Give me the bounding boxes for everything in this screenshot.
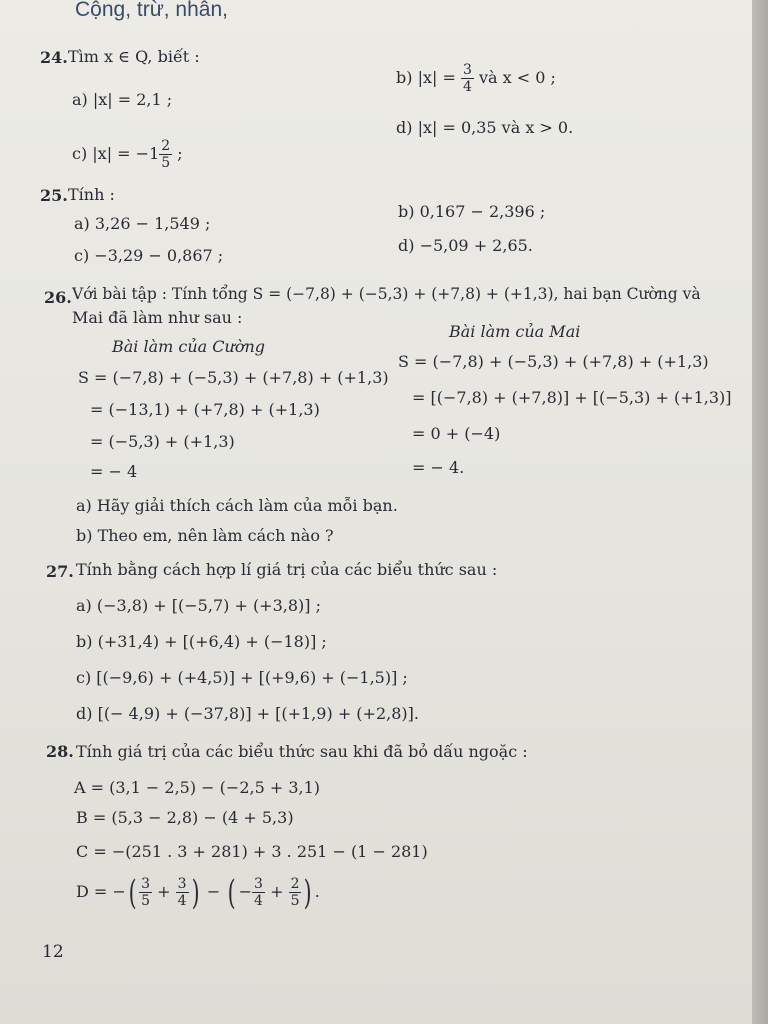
cuong-solution-title: Bài làm của Cường (112, 337, 266, 356)
numerator: 3 (141, 876, 150, 892)
problem-24b-pre: b) |x| = (396, 68, 456, 87)
numerator: 3 (462, 62, 472, 78)
period: . (314, 882, 320, 901)
fraction-3-4 (461, 62, 474, 95)
fraction-3-4 (176, 876, 189, 909)
fraction-3-4 (252, 876, 265, 909)
cuong-step-1: S = (−7,8) + (−5,3) + (+7,8) + (+1,3) (78, 368, 389, 387)
problem-26-line1: Với bài tập : Tính tổng S = (−7,8) + (−5,3) + (+7,8) + (+1,3), hai bạn Cường và (72, 285, 701, 303)
problem-24-number: 24. (40, 48, 68, 67)
problem-27a: a) (−3,8) + [(−5,7) + (+3,8)] ; (76, 596, 321, 615)
problem-26a: a) Hãy giải thích cách làm của mỗi bạn. (76, 496, 398, 515)
numerator: 3 (177, 876, 187, 892)
cuong-step-3: = (−5,3) + (+1,3) (90, 432, 235, 451)
denominator: 4 (462, 79, 472, 95)
numerator: 2 (290, 876, 300, 892)
minus-sign: − (206, 882, 221, 901)
expression-D-pre: D = − (76, 882, 126, 901)
problem-27-text: Tính bằng cách hợp lí giá trị của các biểu thức sau : (76, 560, 498, 579)
denominator: 5 (141, 893, 150, 909)
problem-28-text: Tính giá trị của các biểu thức sau khi đã bỏ dấu ngoặc : (76, 742, 528, 761)
problem-24a: a) |x| = 2,1 ; (72, 90, 173, 109)
problem-24d: d) |x| = 0,35 và x > 0. (396, 118, 574, 137)
problem-25d: d) −5,09 + 2,65. (398, 236, 533, 255)
problem-27-number: 27. (46, 562, 74, 581)
problem-25a: a) 3,26 − 1,549 ; (74, 214, 211, 233)
problem-26-number: 26. (44, 288, 72, 307)
mai-step-3: = 0 + (−4) (412, 424, 501, 443)
problem-25c: c) −3,29 − 0,867 ; (74, 246, 224, 265)
denominator: 5 (290, 893, 300, 909)
mai-step-1: S = (−7,8) + (−5,3) + (+7,8) + (+1,3) (398, 352, 709, 371)
fraction-2-5 (289, 876, 302, 909)
problem-24c-pre: c) |x| = −1 (72, 144, 160, 163)
mai-solution-title: Bài làm của Mai (449, 322, 581, 341)
page-edge-shadow (752, 0, 768, 1024)
problem-24c-post: ; (177, 144, 183, 163)
mai-step-2: = [(−7,8) + (+7,8)] + [(−5,3) + (+1,3)] (412, 388, 732, 407)
page-number: 12 (42, 942, 64, 962)
problem-25-number: 25. (40, 186, 68, 205)
problem-24c (72, 136, 183, 172)
denominator: 4 (177, 893, 187, 909)
numerator: 2 (161, 138, 171, 154)
problem-27b: b) (+31,4) + [(+6,4) + (−18)] ; (76, 632, 327, 651)
problem-26b: b) Theo em, nên làm cách nào ? (76, 526, 334, 545)
left-paren: ( (228, 872, 236, 913)
fraction-3-5 (139, 876, 152, 909)
problem-24b-post: và x < 0 ; (478, 68, 556, 87)
plus-sign: + (157, 882, 171, 901)
problem-27d: d) [(− 4,9) + (−37,8)] + [(+1,9) + (+2,8)]. (76, 704, 419, 723)
left-paren: ( (128, 872, 137, 913)
mai-step-4: = − 4. (412, 458, 465, 477)
denominator: 4 (254, 893, 263, 909)
expression-B: B = (5,3 − 2,8) − (4 + 5,3) (76, 808, 294, 827)
right-paren: ) (191, 872, 200, 913)
denominator: 5 (161, 155, 171, 171)
numerator: 3 (254, 876, 263, 892)
fraction-2-5 (159, 138, 172, 171)
right-paren: ) (304, 872, 313, 913)
problem-25-text: Tính : (68, 185, 115, 204)
problem-26-line2: Mai đã làm như sau : (72, 308, 243, 327)
problem-27c: c) [(−9,6) + (+4,5)] + [(+9,6) + (−1,5)] ; (76, 668, 408, 687)
expression-A: A = (3,1 − 2,5) − (−2,5 + 3,1) (74, 778, 321, 797)
cuong-step-4: = − 4 (90, 462, 138, 481)
expression-C: C = −(251 . 3 + 281) + 3 . 251 − (1 − 281) (76, 842, 428, 861)
section-header: Cộng, trừ, nhân, (75, 0, 228, 21)
problem-24-text: Tìm x ∈ Q, biết : (68, 47, 200, 66)
expression-D: D = −( $\frac{3}{5}$ + $\frac{3}{4}$ ) − ( − $\frac{3}{4}$ + $\frac{2}{5}$ ) . (76, 872, 320, 913)
problem-28-number: 28. (46, 742, 74, 761)
plus-sign: + (270, 882, 284, 901)
problem-25b: b) 0,167 − 2,396 ; (398, 202, 546, 221)
cuong-step-2: = (−13,1) + (+7,8) + (+1,3) (90, 400, 320, 419)
problem-24b (396, 60, 556, 96)
